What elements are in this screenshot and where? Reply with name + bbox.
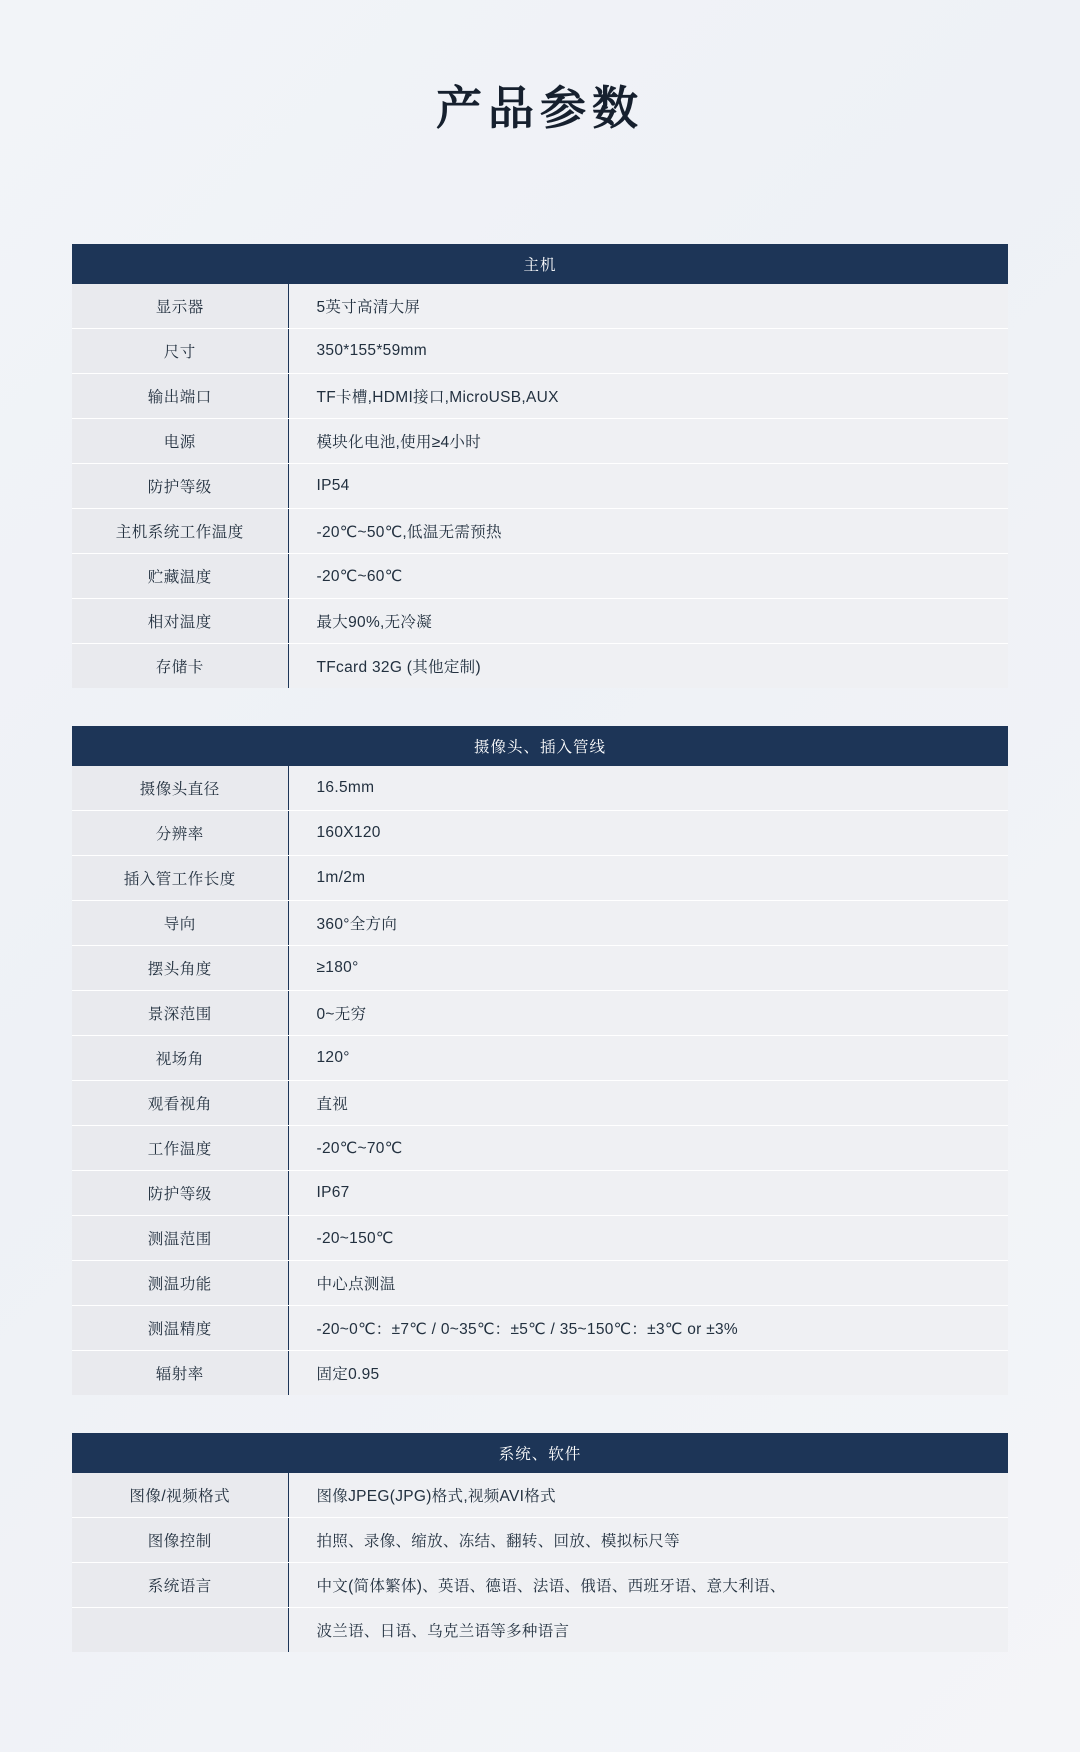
table-row: [72, 856, 1008, 901]
row-label: 摆头角度: [72, 946, 288, 991]
row-value: TF卡槽,HDMI接口,MicroUSB,AUX: [288, 374, 1008, 419]
row-value: IP54: [288, 464, 1008, 509]
row-label: 测温精度: [72, 1306, 288, 1351]
row-label: 工作温度: [72, 1126, 288, 1171]
table-row: [72, 1473, 1008, 1518]
row-value: 中文(简体繁体)、英语、德语、法语、俄语、西班牙语、意大利语、: [288, 1563, 1008, 1608]
table-row: [72, 599, 1008, 644]
row-label: 相对温度: [72, 599, 288, 644]
row-label: 输出端口: [72, 374, 288, 419]
row-label: 辐射率: [72, 1351, 288, 1396]
table-row: [72, 1081, 1008, 1126]
table-row: [72, 1036, 1008, 1081]
table-row: [72, 554, 1008, 599]
row-value: -20~0℃：±7℃ / 0~35℃：±5℃ / 35~150℃：±3℃ or ±3%: [288, 1306, 1008, 1351]
table-row: [72, 1608, 1008, 1653]
spec-table-host: [72, 244, 1008, 688]
table-row: [72, 766, 1008, 811]
row-value: 0~无穷: [288, 991, 1008, 1036]
row-value: 1m/2m: [288, 856, 1008, 901]
row-value: 160X120: [288, 811, 1008, 856]
table-row: [72, 1563, 1008, 1608]
row-value: 5英寸高清大屏: [288, 284, 1008, 329]
row-value: 360°全方向: [288, 901, 1008, 946]
table-row: [72, 1518, 1008, 1563]
table-row: [72, 811, 1008, 856]
section-title: 主机: [72, 244, 1008, 284]
row-label: 测温功能: [72, 1261, 288, 1306]
row-value: 波兰语、日语、乌克兰语等多种语言: [288, 1608, 1008, 1653]
table-row: [72, 284, 1008, 329]
section-header-row: [72, 1433, 1008, 1473]
section-title: 系统、软件: [72, 1433, 1008, 1473]
table-row: [72, 946, 1008, 991]
row-label: 系统语言: [72, 1563, 288, 1608]
row-label: 防护等级: [72, 1171, 288, 1216]
table-row: [72, 1171, 1008, 1216]
row-value: 中心点测温: [288, 1261, 1008, 1306]
row-value: -20℃~50℃,低温无需预热: [288, 509, 1008, 554]
section-header-row: [72, 726, 1008, 766]
row-value: 固定0.95: [288, 1351, 1008, 1396]
row-label: 显示器: [72, 284, 288, 329]
row-label: 贮藏温度: [72, 554, 288, 599]
section-title: 摄像头、插入管线: [72, 726, 1008, 766]
bottom-spacer: [72, 1652, 1008, 1752]
row-label: [72, 1608, 288, 1653]
row-label: 插入管工作长度: [72, 856, 288, 901]
table-row: [72, 419, 1008, 464]
row-label: 尺寸: [72, 329, 288, 374]
table-row: [72, 1126, 1008, 1171]
row-label: 图像/视频格式: [72, 1473, 288, 1518]
row-label: 观看视角: [72, 1081, 288, 1126]
row-label: 存储卡: [72, 644, 288, 689]
page-title: 产品参数: [436, 82, 644, 134]
table-row: [72, 1351, 1008, 1396]
table-row: [72, 1261, 1008, 1306]
table-row: [72, 991, 1008, 1036]
row-label: 摄像头直径: [72, 766, 288, 811]
row-value: -20℃~60℃: [288, 554, 1008, 599]
table-row: [72, 464, 1008, 509]
row-label: 图像控制: [72, 1518, 288, 1563]
table-row: [72, 644, 1008, 689]
row-value: IP67: [288, 1171, 1008, 1216]
table-row: [72, 1306, 1008, 1351]
row-label: 测温范围: [72, 1216, 288, 1261]
row-label: 视场角: [72, 1036, 288, 1081]
row-value: 拍照、录像、缩放、冻结、翻转、回放、模拟标尺等: [288, 1518, 1008, 1563]
spec-table-system: [72, 1433, 1008, 1652]
row-label: 分辨率: [72, 811, 288, 856]
table-row: [72, 509, 1008, 554]
row-value: 模块化电池,使用≥4小时: [288, 419, 1008, 464]
row-value: 直视: [288, 1081, 1008, 1126]
row-label: 电源: [72, 419, 288, 464]
table-row: [72, 329, 1008, 374]
row-value: -20~150℃: [288, 1216, 1008, 1261]
table-row: [72, 1216, 1008, 1261]
row-value: TFcard 32G (其他定制): [288, 644, 1008, 689]
row-value: 350*155*59mm: [288, 329, 1008, 374]
row-value: ≥180°: [288, 946, 1008, 991]
row-value: 图像JPEG(JPG)格式,视频AVI格式: [288, 1473, 1008, 1518]
row-label: 景深范围: [72, 991, 288, 1036]
table-row: [72, 374, 1008, 419]
row-label: 主机系统工作温度: [72, 509, 288, 554]
section-header-row: [72, 244, 1008, 284]
row-value: 最大90%,无冷凝: [288, 599, 1008, 644]
row-value: 120°: [288, 1036, 1008, 1081]
spec-table-camera: [72, 726, 1008, 1395]
row-label: 导向: [72, 901, 288, 946]
row-value: -20℃~70℃: [288, 1126, 1008, 1171]
table-row: [72, 901, 1008, 946]
row-label: 防护等级: [72, 464, 288, 509]
row-value: 16.5mm: [288, 766, 1008, 811]
